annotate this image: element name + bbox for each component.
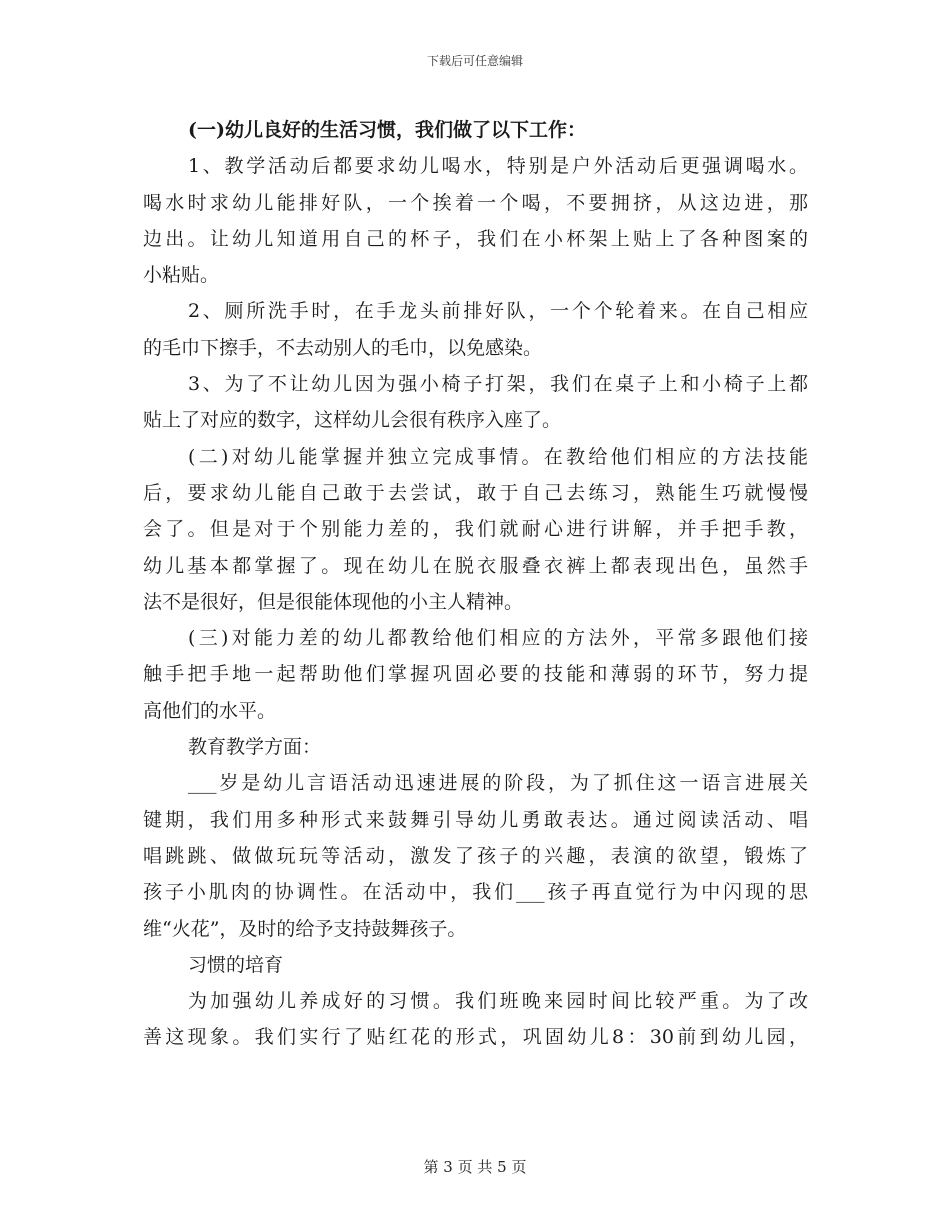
page-header: 下载后可任意编辑 bbox=[426, 54, 523, 68]
text-line: 习惯的培育 bbox=[188, 953, 284, 976]
text-line: 2、厕所洗手时，在手龙头前排好队，一个个轮着来。在自己相应 bbox=[188, 300, 808, 323]
text-line: 教育教学方面： bbox=[188, 736, 322, 759]
text-line: 会了。但是对于个别能力差的，我们就耐心进行讲解，并手把手教， bbox=[143, 518, 808, 541]
text-line: (一)幼儿良好的生活习惯，我们做了以下工作： bbox=[188, 119, 586, 141]
text-line: 贴上了对应的数字，这样幼儿会很有秩序入座了。 bbox=[143, 409, 562, 432]
text-line: ___岁是幼儿言语活动迅速进展的阶段，为了抓住这一语言进展关 bbox=[188, 772, 808, 795]
text-line: 孩子小肌肉的协调性。在活动中，我们___孩子再直觉行为中闪现的思 bbox=[143, 881, 808, 904]
text-line: 幼儿基本都掌握了。现在幼儿在脱衣服叠衣裤上都表现出色，虽然手 bbox=[143, 554, 808, 577]
text-line: 边出。让幼儿知道用自己的杯子，我们在小杯架上贴上了各种图案的 bbox=[143, 227, 808, 250]
text-line: 触手把手地一起帮助他们掌握巩固必要的技能和薄弱的环节，努力提 bbox=[143, 663, 808, 686]
page-number: 第 3 页 共 5 页 bbox=[423, 1158, 527, 1176]
text-line: (二)对幼儿能掌握并独立完成事情。在教给他们相应的方法技能 bbox=[188, 445, 808, 468]
text-line: 唱跳跳、做做玩玩等活动，激发了孩子的兴趣，表演的欲望，锻炼了 bbox=[143, 844, 808, 867]
text-line: 键期，我们用多种形式来鼓舞引导幼儿勇敢表达。通过阅读活动、唱 bbox=[143, 808, 808, 831]
text-line: 高他们的水平。 bbox=[143, 699, 277, 722]
text-line: 法不是很好，但是很能体现他的小主人精神。 bbox=[143, 590, 524, 613]
text-line: 小粘贴。 bbox=[143, 264, 220, 287]
text-line: 3、为了不让幼儿因为强小椅子打架，我们在桌子上和小椅子上都 bbox=[188, 373, 808, 396]
text-line: 的毛巾下擦手，不去动别人的毛巾，以免感染。 bbox=[143, 336, 543, 359]
text-line: 1、教学活动后都要求幼儿喝水，特别是户外活动后更强调喝水。 bbox=[188, 155, 808, 178]
text-line: 喝水时求幼儿能排好队，一个挨着一个喝，不要拥挤，从这边进，那 bbox=[143, 191, 808, 214]
text-line: 维“火花”，及时的给予支持鼓舞孩子。 bbox=[143, 917, 467, 940]
text-line: 为加强幼儿养成好的习惯。我们班晚来园时间比较严重。为了改 bbox=[188, 990, 808, 1013]
text-line: 后，要求幼儿能自己敢于去尝试，敢于自己去练习，熟能生巧就慢慢 bbox=[143, 481, 808, 504]
text-line: 善这现象。我们实行了贴红花的形式，巩固幼儿8：30前到幼儿园， bbox=[143, 1026, 808, 1049]
document-body bbox=[143, 112, 808, 1056]
text-line: (三)对能力差的幼儿都教给他们相应的方法外，平常多跟他们接 bbox=[188, 627, 808, 650]
